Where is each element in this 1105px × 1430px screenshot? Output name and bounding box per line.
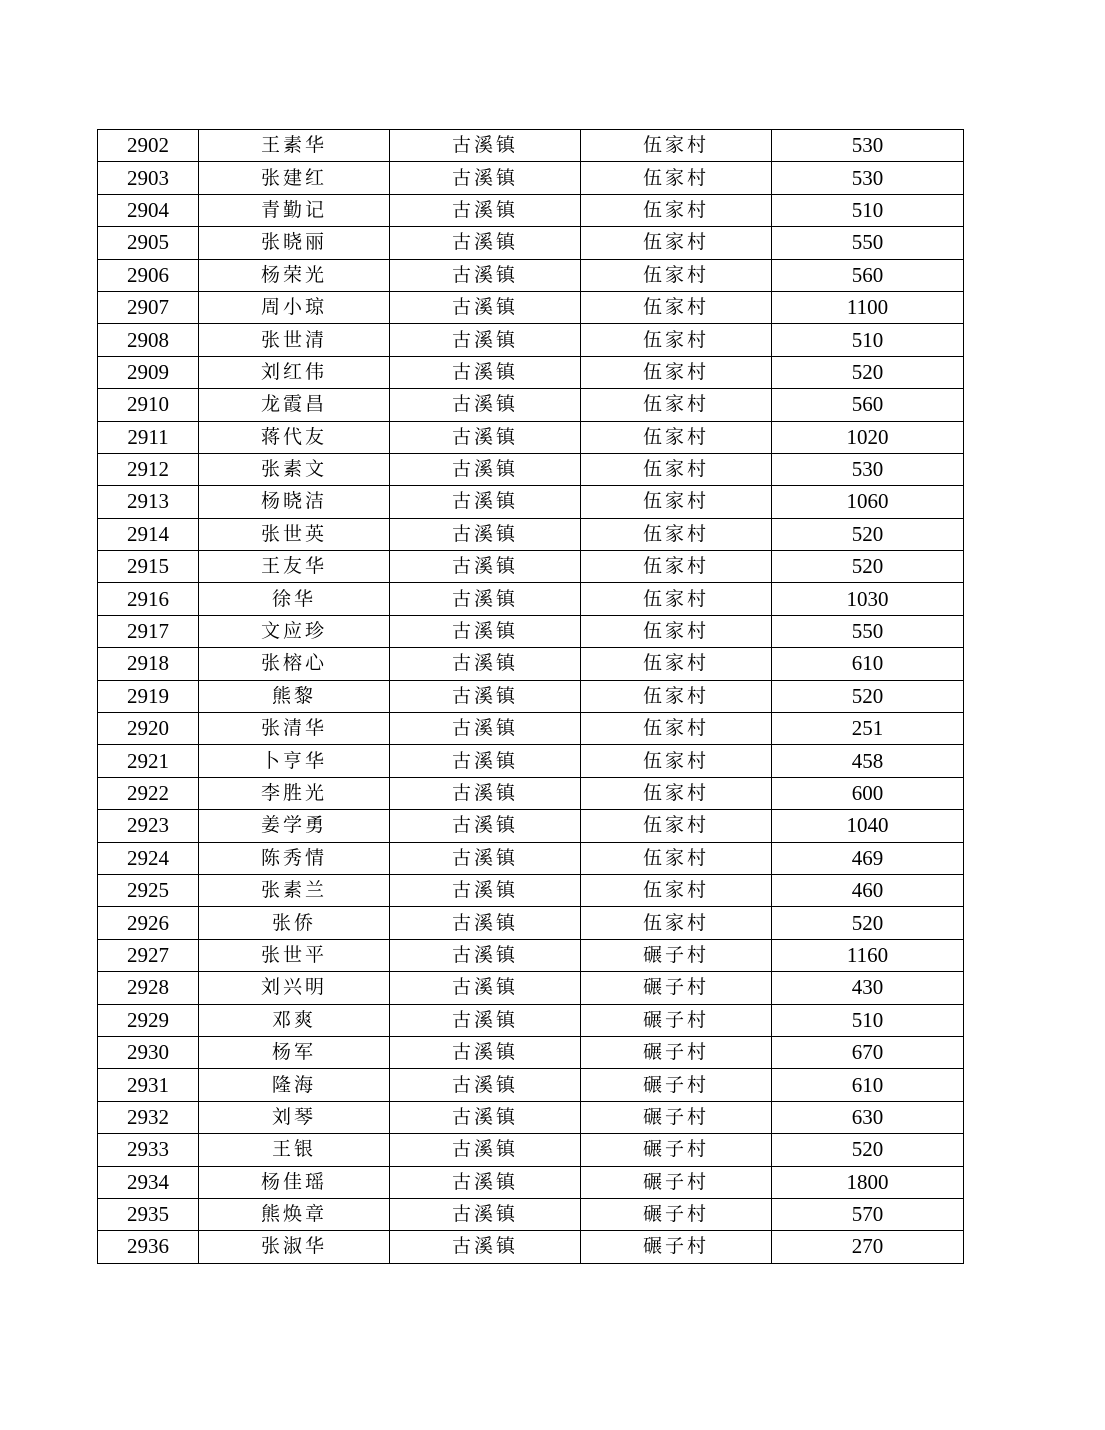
village-cell: 伍家村 — [581, 389, 772, 421]
row-number-cell: 2906 — [98, 259, 199, 291]
table-row — [98, 583, 964, 615]
amount-cell: 510 — [772, 194, 964, 226]
name-cell: 杨晓洁 — [199, 486, 390, 518]
town-cell: 古溪镇 — [390, 615, 581, 647]
table-row — [98, 810, 964, 842]
name-cell: 邓爽 — [199, 1004, 390, 1036]
row-number-cell: 2931 — [98, 1069, 199, 1101]
row-number-cell: 2914 — [98, 518, 199, 550]
row-number-cell: 2923 — [98, 810, 199, 842]
name-cell: 青勤记 — [199, 194, 390, 226]
row-number-cell: 2913 — [98, 486, 199, 518]
amount-cell: 610 — [772, 1069, 964, 1101]
town-cell: 古溪镇 — [390, 1101, 581, 1133]
town-cell: 古溪镇 — [390, 486, 581, 518]
town-cell: 古溪镇 — [390, 1069, 581, 1101]
row-number-cell: 2920 — [98, 713, 199, 745]
town-cell: 古溪镇 — [390, 1004, 581, 1036]
row-number-cell: 2917 — [98, 615, 199, 647]
town-cell: 古溪镇 — [390, 227, 581, 259]
row-number-cell: 2904 — [98, 194, 199, 226]
amount-cell: 520 — [772, 907, 964, 939]
table-row — [98, 745, 964, 777]
row-number-cell: 2925 — [98, 874, 199, 906]
village-cell: 伍家村 — [581, 194, 772, 226]
name-cell: 姜学勇 — [199, 810, 390, 842]
table-row — [98, 162, 964, 194]
row-number-cell: 2935 — [98, 1198, 199, 1230]
table-row — [98, 874, 964, 906]
village-cell: 碾子村 — [581, 1036, 772, 1068]
table-row — [98, 389, 964, 421]
row-number-cell: 2932 — [98, 1101, 199, 1133]
row-number-cell: 2922 — [98, 777, 199, 809]
amount-cell: 469 — [772, 842, 964, 874]
town-cell: 古溪镇 — [390, 259, 581, 291]
name-cell: 张清华 — [199, 713, 390, 745]
name-cell: 熊黎 — [199, 680, 390, 712]
village-cell: 伍家村 — [581, 453, 772, 485]
name-cell: 张素文 — [199, 453, 390, 485]
name-cell: 卜亨华 — [199, 745, 390, 777]
name-cell: 王素华 — [199, 130, 390, 162]
row-number-cell: 2928 — [98, 972, 199, 1004]
amount-cell: 510 — [772, 1004, 964, 1036]
table-row — [98, 1004, 964, 1036]
town-cell: 古溪镇 — [390, 194, 581, 226]
table-row — [98, 939, 964, 971]
name-cell: 张世清 — [199, 324, 390, 356]
name-cell: 周小琼 — [199, 291, 390, 323]
table-row — [98, 1069, 964, 1101]
village-cell: 伍家村 — [581, 324, 772, 356]
village-cell: 伍家村 — [581, 810, 772, 842]
town-cell: 古溪镇 — [390, 130, 581, 162]
village-cell: 伍家村 — [581, 907, 772, 939]
amount-cell: 1160 — [772, 939, 964, 971]
amount-cell: 530 — [772, 130, 964, 162]
town-cell: 古溪镇 — [390, 1166, 581, 1198]
village-cell: 碾子村 — [581, 1231, 772, 1263]
village-cell: 碾子村 — [581, 939, 772, 971]
row-number-cell: 2916 — [98, 583, 199, 615]
village-cell: 伍家村 — [581, 486, 772, 518]
row-number-cell: 2910 — [98, 389, 199, 421]
village-cell: 伍家村 — [581, 259, 772, 291]
row-number-cell: 2911 — [98, 421, 199, 453]
table-row — [98, 1231, 964, 1263]
town-cell: 古溪镇 — [390, 453, 581, 485]
village-cell: 伍家村 — [581, 874, 772, 906]
amount-cell: 520 — [772, 356, 964, 388]
village-cell: 伍家村 — [581, 162, 772, 194]
name-cell: 张世英 — [199, 518, 390, 550]
village-cell: 伍家村 — [581, 130, 772, 162]
village-cell: 伍家村 — [581, 583, 772, 615]
town-cell: 古溪镇 — [390, 324, 581, 356]
town-cell: 古溪镇 — [390, 777, 581, 809]
table-row — [98, 615, 964, 647]
name-cell: 张榕心 — [199, 648, 390, 680]
row-number-cell: 2905 — [98, 227, 199, 259]
amount-cell: 1040 — [772, 810, 964, 842]
amount-cell: 1060 — [772, 486, 964, 518]
village-cell: 碾子村 — [581, 1166, 772, 1198]
table-row — [98, 518, 964, 550]
amount-cell: 1100 — [772, 291, 964, 323]
amount-cell: 600 — [772, 777, 964, 809]
town-cell: 古溪镇 — [390, 389, 581, 421]
row-number-cell: 2919 — [98, 680, 199, 712]
name-cell: 龙霞昌 — [199, 389, 390, 421]
name-cell: 刘兴明 — [199, 972, 390, 1004]
name-cell: 隆海 — [199, 1069, 390, 1101]
name-cell: 张淑华 — [199, 1231, 390, 1263]
name-cell: 李胜光 — [199, 777, 390, 809]
data-table — [97, 129, 964, 1264]
name-cell: 王银 — [199, 1134, 390, 1166]
village-cell: 伍家村 — [581, 680, 772, 712]
table-row — [98, 972, 964, 1004]
table-row — [98, 777, 964, 809]
town-cell: 古溪镇 — [390, 421, 581, 453]
amount-cell: 520 — [772, 518, 964, 550]
table-row — [98, 1101, 964, 1133]
row-number-cell: 2908 — [98, 324, 199, 356]
amount-cell: 560 — [772, 389, 964, 421]
town-cell: 古溪镇 — [390, 874, 581, 906]
amount-cell: 630 — [772, 1101, 964, 1133]
name-cell: 张世平 — [199, 939, 390, 971]
row-number-cell: 2936 — [98, 1231, 199, 1263]
town-cell: 古溪镇 — [390, 713, 581, 745]
amount-cell: 1020 — [772, 421, 964, 453]
amount-cell: 458 — [772, 745, 964, 777]
town-cell: 古溪镇 — [390, 551, 581, 583]
town-cell: 古溪镇 — [390, 1198, 581, 1230]
row-number-cell: 2934 — [98, 1166, 199, 1198]
name-cell: 徐华 — [199, 583, 390, 615]
name-cell: 张素兰 — [199, 874, 390, 906]
amount-cell: 670 — [772, 1036, 964, 1068]
town-cell: 古溪镇 — [390, 907, 581, 939]
village-cell: 伍家村 — [581, 227, 772, 259]
table-row — [98, 713, 964, 745]
village-cell: 伍家村 — [581, 356, 772, 388]
row-number-cell: 2933 — [98, 1134, 199, 1166]
table-row — [98, 356, 964, 388]
row-number-cell: 2926 — [98, 907, 199, 939]
name-cell: 张建红 — [199, 162, 390, 194]
town-cell: 古溪镇 — [390, 842, 581, 874]
table-row — [98, 421, 964, 453]
table-row — [98, 453, 964, 485]
amount-cell: 570 — [772, 1198, 964, 1230]
name-cell: 张晓丽 — [199, 227, 390, 259]
town-cell: 古溪镇 — [390, 648, 581, 680]
amount-cell: 460 — [772, 874, 964, 906]
name-cell: 陈秀情 — [199, 842, 390, 874]
town-cell: 古溪镇 — [390, 518, 581, 550]
town-cell: 古溪镇 — [390, 810, 581, 842]
town-cell: 古溪镇 — [390, 1231, 581, 1263]
village-cell: 碾子村 — [581, 1134, 772, 1166]
table-row — [98, 907, 964, 939]
row-number-cell: 2903 — [98, 162, 199, 194]
table-row — [98, 1198, 964, 1230]
village-cell: 伍家村 — [581, 842, 772, 874]
table-row — [98, 842, 964, 874]
table-row — [98, 648, 964, 680]
village-cell: 碾子村 — [581, 1198, 772, 1230]
row-number-cell: 2927 — [98, 939, 199, 971]
village-cell: 伍家村 — [581, 713, 772, 745]
village-cell: 碾子村 — [581, 1069, 772, 1101]
town-cell: 古溪镇 — [390, 745, 581, 777]
town-cell: 古溪镇 — [390, 680, 581, 712]
village-cell: 伍家村 — [581, 291, 772, 323]
row-number-cell: 2902 — [98, 130, 199, 162]
village-cell: 碾子村 — [581, 1101, 772, 1133]
name-cell: 杨佳瑶 — [199, 1166, 390, 1198]
table-row — [98, 227, 964, 259]
amount-cell: 520 — [772, 1134, 964, 1166]
row-number-cell: 2924 — [98, 842, 199, 874]
village-cell: 碾子村 — [581, 972, 772, 1004]
row-number-cell: 2909 — [98, 356, 199, 388]
town-cell: 古溪镇 — [390, 972, 581, 1004]
amount-cell: 1030 — [772, 583, 964, 615]
table-row — [98, 324, 964, 356]
row-number-cell: 2912 — [98, 453, 199, 485]
village-cell: 伍家村 — [581, 421, 772, 453]
name-cell: 文应珍 — [199, 615, 390, 647]
table-body — [98, 130, 964, 1264]
amount-cell: 510 — [772, 324, 964, 356]
table-row — [98, 259, 964, 291]
table-row — [98, 486, 964, 518]
row-number-cell: 2907 — [98, 291, 199, 323]
name-cell: 熊焕章 — [199, 1198, 390, 1230]
village-cell: 伍家村 — [581, 648, 772, 680]
name-cell: 蒋代友 — [199, 421, 390, 453]
table-row — [98, 291, 964, 323]
amount-cell: 1800 — [772, 1166, 964, 1198]
table-row — [98, 130, 964, 162]
row-number-cell: 2930 — [98, 1036, 199, 1068]
town-cell: 古溪镇 — [390, 1036, 581, 1068]
row-number-cell: 2915 — [98, 551, 199, 583]
amount-cell: 610 — [772, 648, 964, 680]
amount-cell: 520 — [772, 551, 964, 583]
table-row — [98, 1166, 964, 1198]
name-cell: 杨军 — [199, 1036, 390, 1068]
town-cell: 古溪镇 — [390, 162, 581, 194]
table-row — [98, 1036, 964, 1068]
amount-cell: 560 — [772, 259, 964, 291]
village-cell: 伍家村 — [581, 615, 772, 647]
town-cell: 古溪镇 — [390, 356, 581, 388]
name-cell: 张侨 — [199, 907, 390, 939]
name-cell: 刘琴 — [199, 1101, 390, 1133]
table-row — [98, 1134, 964, 1166]
village-cell: 碾子村 — [581, 1004, 772, 1036]
row-number-cell: 2929 — [98, 1004, 199, 1036]
name-cell: 王友华 — [199, 551, 390, 583]
table-row — [98, 194, 964, 226]
town-cell: 古溪镇 — [390, 291, 581, 323]
amount-cell: 530 — [772, 162, 964, 194]
amount-cell: 530 — [772, 453, 964, 485]
town-cell: 古溪镇 — [390, 583, 581, 615]
amount-cell: 270 — [772, 1231, 964, 1263]
town-cell: 古溪镇 — [390, 1134, 581, 1166]
table-row — [98, 551, 964, 583]
amount-cell: 550 — [772, 227, 964, 259]
village-cell: 伍家村 — [581, 551, 772, 583]
name-cell: 刘红伟 — [199, 356, 390, 388]
town-cell: 古溪镇 — [390, 939, 581, 971]
row-number-cell: 2918 — [98, 648, 199, 680]
name-cell: 杨荣光 — [199, 259, 390, 291]
amount-cell: 251 — [772, 713, 964, 745]
table-row — [98, 680, 964, 712]
amount-cell: 430 — [772, 972, 964, 1004]
village-cell: 伍家村 — [581, 777, 772, 809]
village-cell: 伍家村 — [581, 518, 772, 550]
amount-cell: 520 — [772, 680, 964, 712]
amount-cell: 550 — [772, 615, 964, 647]
row-number-cell: 2921 — [98, 745, 199, 777]
village-cell: 伍家村 — [581, 745, 772, 777]
